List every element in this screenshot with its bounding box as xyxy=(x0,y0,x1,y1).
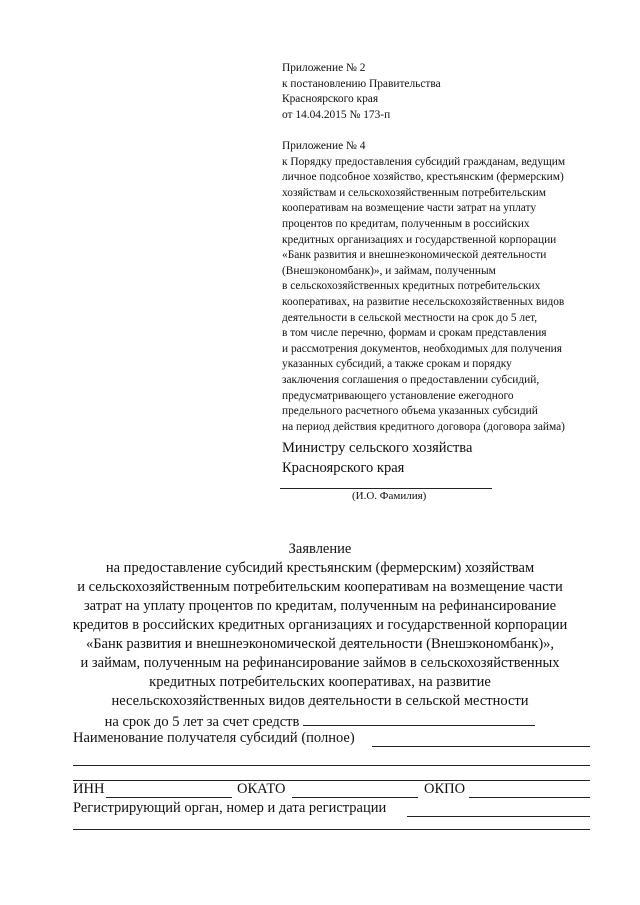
signature-line[interactable] xyxy=(280,488,492,489)
title-line: кредитных потребительских кооперативах, на развитие xyxy=(149,674,491,690)
annex-line: «Банк развития и внешнеэкономической деятельности xyxy=(282,249,547,262)
annex-line: указанных субсидий, а также срокам и порядку xyxy=(282,358,512,371)
okato-field[interactable] xyxy=(292,797,418,798)
title-line: затрат на уплату процентов по кредитам, полученным на рефинансирование xyxy=(83,598,557,614)
addressee xyxy=(282,438,472,478)
addressee-line: Министру сельского хозяйства xyxy=(282,440,473,456)
recipient-label: Наименование получателя субсидий (полное) xyxy=(73,730,355,746)
title-line: на предоставление субсидий крестьянским (фермерским) хозяйствам xyxy=(105,560,535,576)
annex-line: кооперативах, на развитие несельскохозяйственных видов xyxy=(282,295,565,308)
annex-line: в том числе перечню, формам и срокам представления xyxy=(282,327,547,340)
okato-label: ОКАТО xyxy=(237,781,286,797)
annex-line: к постановлению Правительства xyxy=(282,77,441,90)
okpo-label: ОКПО xyxy=(424,781,466,797)
title-line: и сельскохозяйственным потребительским кооперативам на возмещение части xyxy=(77,579,563,595)
annex-line: предельного расчетного объема указанных субсидий xyxy=(282,405,538,418)
annex-line: и рассмотрения документов, необходимых для получения xyxy=(282,342,563,355)
title-heading: Заявление xyxy=(288,541,352,557)
annex-line: Красноярского края xyxy=(282,93,379,106)
title-line: «Банк развития и внешнеэкономической деятельности (Внешэкономбанк)», xyxy=(85,636,555,652)
annex-line: хозяйствам и сельскохозяйственным потребительским xyxy=(282,186,546,199)
annex-line: на период действия кредитного договора (договора займа) xyxy=(282,420,565,433)
inn-field[interactable] xyxy=(106,797,232,798)
funding-source-field[interactable] xyxy=(303,711,535,726)
annex-line: процентов по кредитам, полученным в российских xyxy=(282,217,530,230)
recipient-field[interactable] xyxy=(372,746,590,747)
annex-line: предусматривающего установление ежегодного xyxy=(282,389,514,402)
title-line: несельскохозяйственных видов деятельности в сельской местности xyxy=(111,693,529,709)
annex-line: Приложение № 2 xyxy=(282,62,366,74)
recipient-field-continued[interactable] xyxy=(73,765,590,766)
addressee-line: Красноярского края xyxy=(282,460,405,476)
annex-line: деятельности в сельской местности на срок до 5 лет, xyxy=(282,311,538,324)
inn-label: ИНН xyxy=(73,781,105,797)
registration-label: Регистрирующий орган, номер и дата регистрации xyxy=(73,800,387,816)
registration-field[interactable] xyxy=(407,816,590,817)
annex-4-header xyxy=(282,139,565,435)
recipient-field-continued[interactable] xyxy=(73,780,590,781)
signature-caption: (И.О. Фамилия) xyxy=(352,490,427,502)
application-title xyxy=(0,540,640,732)
annex-line: кооперативам на возмещение части затрат на уплату xyxy=(282,202,537,215)
annex-line: заключения соглашения о предоставлении субсидий, xyxy=(282,373,540,386)
annex-line: к Порядку предоставления субсидий гражданам, ведущим xyxy=(282,155,566,168)
title-last-line xyxy=(0,711,640,732)
annex-line: кредитных организациях и государственной корпорации xyxy=(282,233,557,246)
annex-line: от 14.04.2015 № 173-п xyxy=(282,108,391,121)
registration-field-continued[interactable] xyxy=(73,829,590,830)
annex-line: (Внешэкономбанк)», и займам, полученным xyxy=(282,264,496,277)
annex-line: Приложение № 4 xyxy=(282,140,366,152)
title-line: кредитов в российских кредитных организациях и государственной корпорации xyxy=(72,617,568,633)
annex-line: личное подсобное хозяйство, крестьянским (фермерским) xyxy=(282,171,564,184)
okpo-field[interactable] xyxy=(469,797,590,798)
funding-label: на срок до 5 лет за счет средств xyxy=(104,714,300,730)
title-line: и займам, полученным на рефинансирование займов в сельскохозяйственных xyxy=(80,655,560,671)
annex-line: в сельскохозяйственных кредитных потребительских xyxy=(282,280,541,293)
annex-2-header xyxy=(282,61,441,123)
